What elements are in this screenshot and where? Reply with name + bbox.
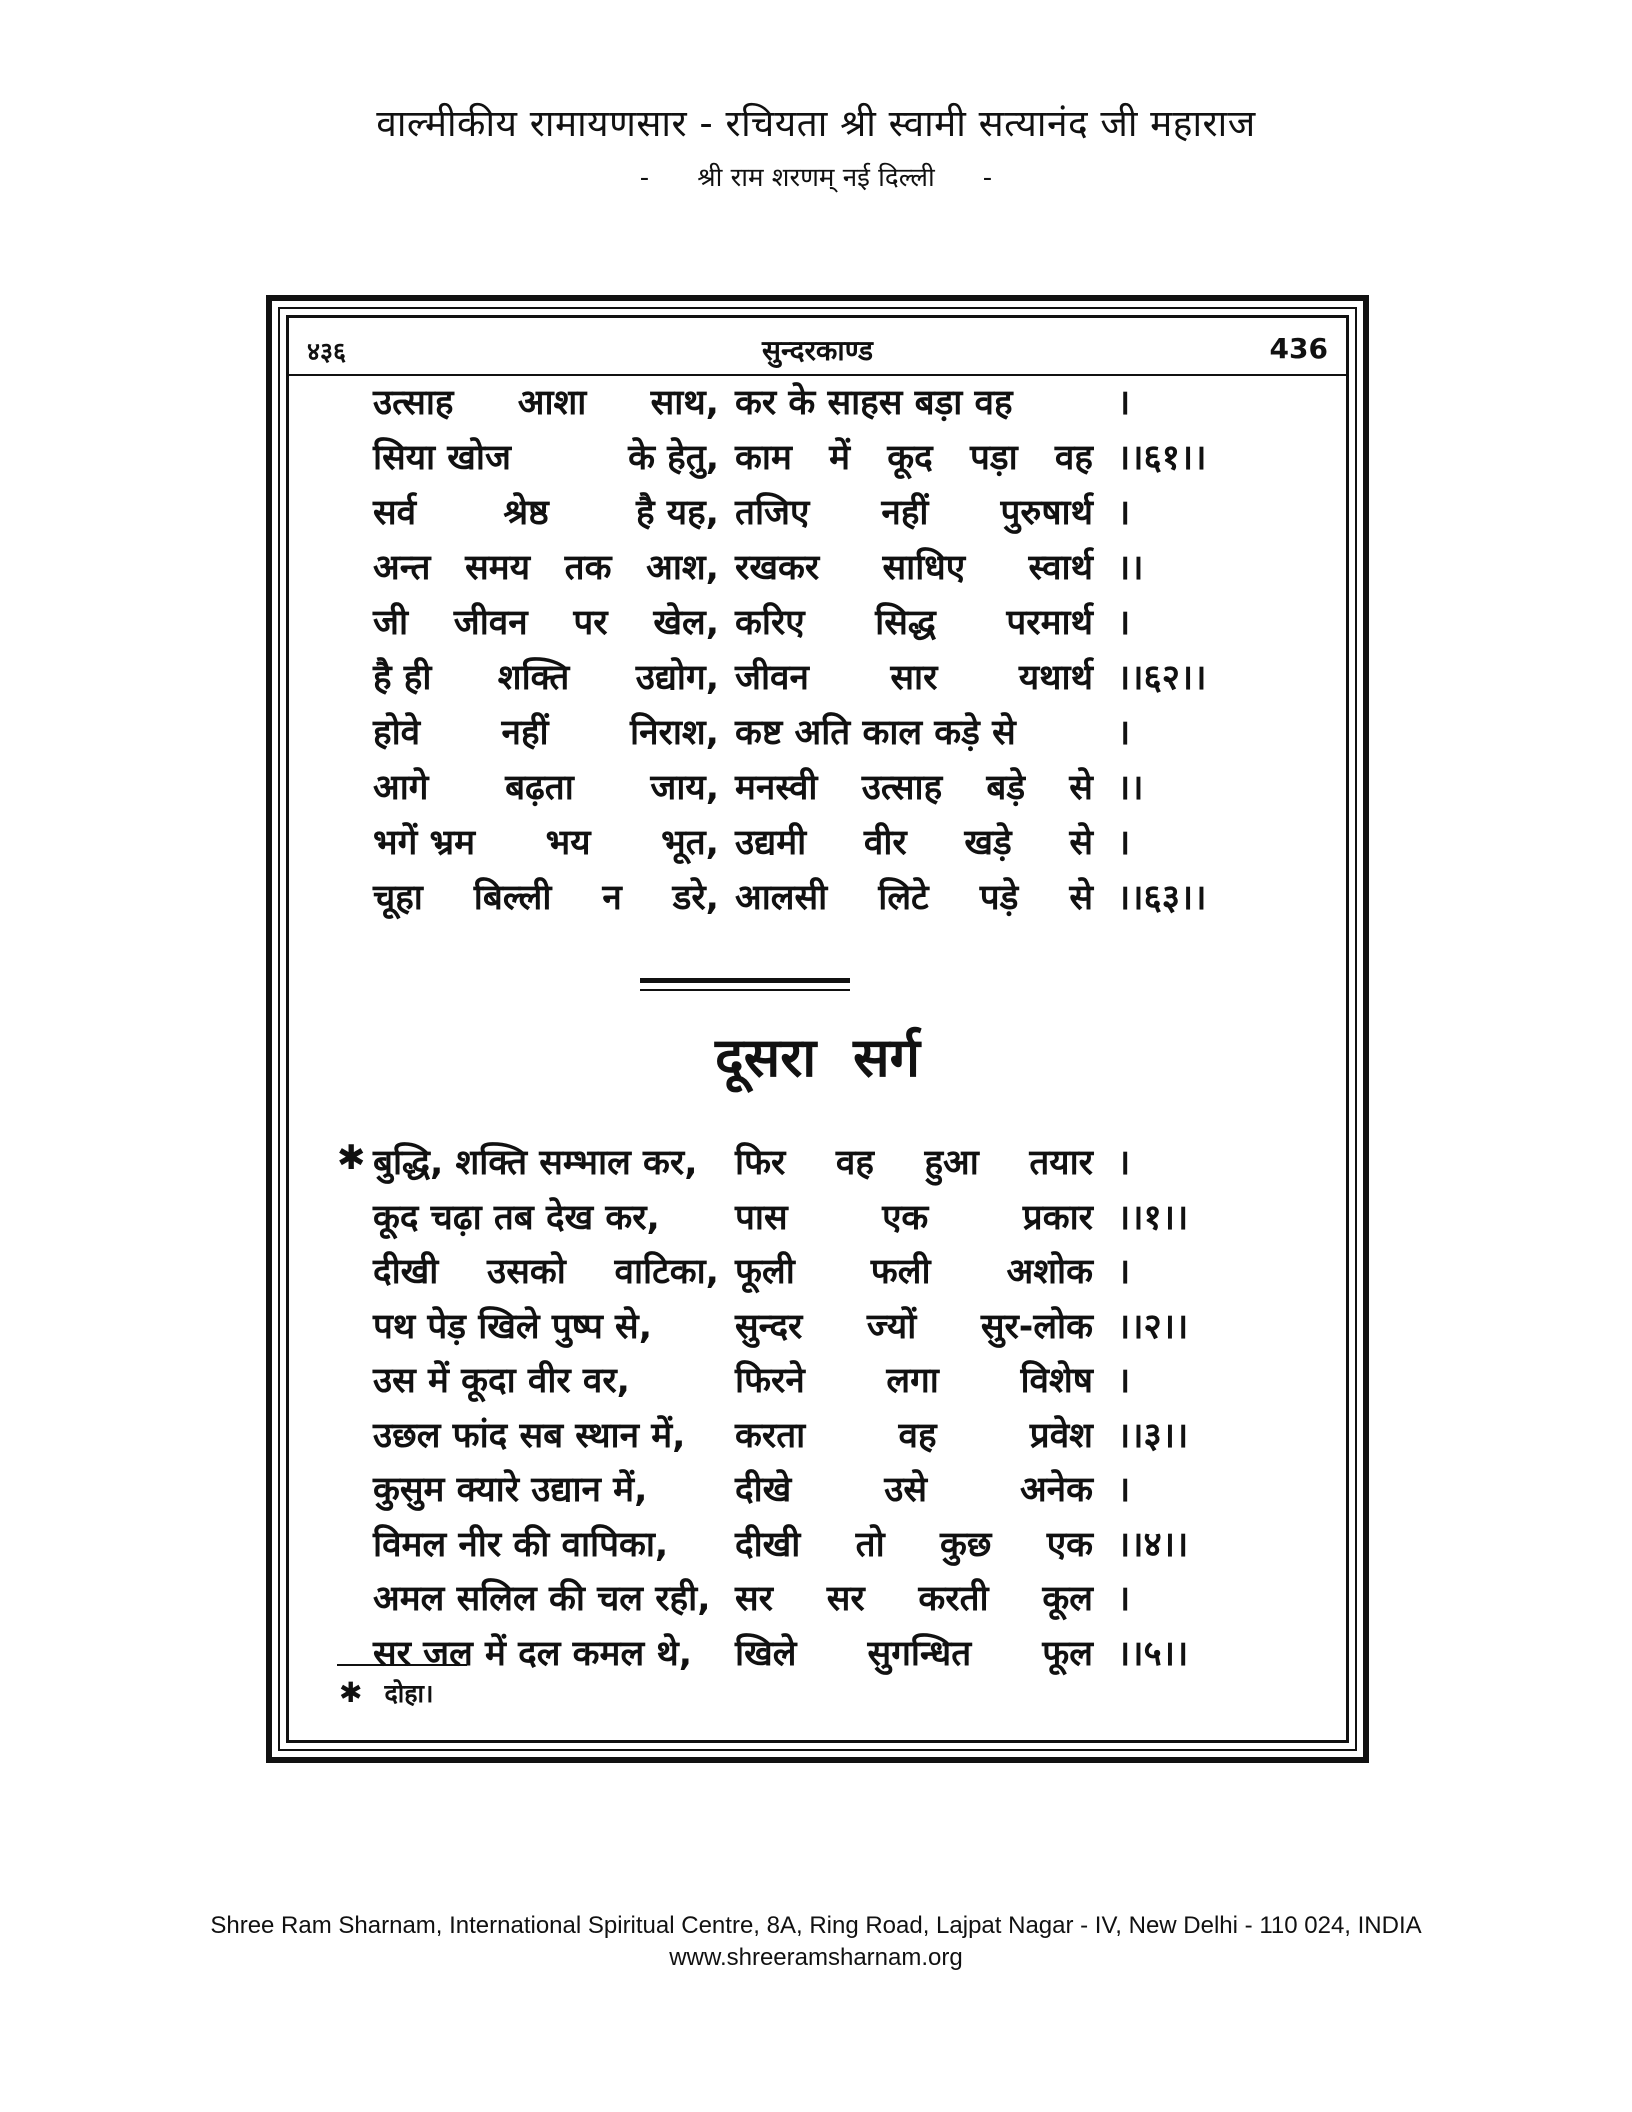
verse-word: जी bbox=[373, 603, 409, 643]
verse-word: वह bbox=[898, 1415, 937, 1456]
verse-word: चूहा bbox=[373, 878, 423, 918]
verse-word: पथ पेड़ खिले पुष्प से, bbox=[373, 1306, 653, 1347]
verse-word: बढ़ता bbox=[505, 768, 574, 808]
verse-second-half bbox=[735, 1138, 1093, 1185]
verse-mark: । bbox=[1117, 1579, 1131, 1619]
page-number: 436 bbox=[1269, 332, 1328, 365]
verse-line bbox=[289, 488, 1346, 544]
page-number-devanagari: ४३६ bbox=[307, 337, 347, 366]
verse-first-half bbox=[373, 488, 719, 535]
verse-second-half bbox=[735, 1629, 1093, 1676]
verse-word: तो bbox=[855, 1524, 885, 1565]
verse-second-half bbox=[735, 873, 1093, 920]
verse-first-half bbox=[373, 1193, 719, 1240]
verse-first-half bbox=[373, 873, 719, 920]
verse-line bbox=[289, 1520, 1346, 1576]
verse-second-half bbox=[735, 433, 1093, 480]
verse-line bbox=[289, 653, 1346, 709]
verse-mark: ।।२।। bbox=[1117, 1306, 1189, 1347]
verse-word: वाटिका, bbox=[614, 1252, 719, 1292]
footnote bbox=[339, 1676, 433, 1710]
verse-word: न bbox=[602, 878, 622, 918]
verse-word: पड़ा bbox=[970, 438, 1018, 478]
verse-word: दीखी bbox=[373, 1252, 439, 1292]
verse-word: शक्ति bbox=[497, 658, 570, 698]
verse-word: साथ, bbox=[650, 383, 719, 423]
verse-word: पास bbox=[735, 1197, 788, 1238]
document-subtitle bbox=[0, 158, 1632, 194]
verse-word: से bbox=[1069, 878, 1093, 918]
verse-word: बुद्धि, शक्ति सम्भाल कर, bbox=[373, 1143, 698, 1183]
verse-word: भय bbox=[545, 823, 591, 863]
verse-first-half bbox=[373, 1574, 719, 1621]
verse-word: दीखी bbox=[735, 1524, 801, 1565]
verse-line bbox=[289, 763, 1346, 819]
footnote-rule bbox=[337, 1664, 467, 1666]
verse-word: एक bbox=[1046, 1524, 1093, 1565]
verse-first-half bbox=[373, 1138, 719, 1185]
verse-first-half bbox=[373, 1302, 719, 1349]
verse-word: बड़े bbox=[986, 768, 1026, 808]
verse-word: सिया खोज bbox=[373, 438, 511, 478]
verse-second-half bbox=[735, 1193, 1093, 1240]
verse-mark: । bbox=[1117, 493, 1131, 533]
verse-mark: ।।५।। bbox=[1117, 1633, 1189, 1674]
verse-word: श्रेष्ठ bbox=[503, 493, 549, 533]
verse-word: पर bbox=[573, 603, 608, 643]
verse-first-half bbox=[373, 1247, 719, 1294]
verse-mark: । bbox=[1117, 383, 1131, 423]
verse-mark: । bbox=[1117, 1252, 1131, 1292]
verse-word: से bbox=[1069, 768, 1093, 808]
verse-word: जाय, bbox=[650, 768, 719, 808]
footer-website[interactable]: www.shreeramsharnam.org bbox=[669, 1944, 963, 1971]
verse-word: अन्त bbox=[373, 548, 431, 588]
verse-word: सार bbox=[890, 658, 938, 698]
verse-word: परमार्थ bbox=[1006, 603, 1093, 643]
verse-word: तयार bbox=[1029, 1143, 1093, 1183]
verse-word: कूल bbox=[1042, 1579, 1093, 1619]
verse-word: सर जल में दल कमल थे, bbox=[373, 1633, 693, 1674]
verse-mark: ।।६३।। bbox=[1117, 878, 1207, 918]
verse-word: काम bbox=[735, 438, 792, 478]
verse-word: यथार्थ bbox=[1018, 658, 1093, 698]
verse-word: करती bbox=[918, 1579, 989, 1619]
section-divider bbox=[640, 978, 850, 991]
verse-word: आशा bbox=[517, 383, 587, 423]
verse-word: तक bbox=[564, 548, 612, 588]
verse-word: दीखे bbox=[735, 1470, 792, 1510]
verse-first-half bbox=[373, 763, 719, 810]
verse-mark: । bbox=[1117, 713, 1131, 753]
verse-word: उछल फांद सब स्थान में, bbox=[373, 1415, 686, 1456]
verse-word: करता bbox=[735, 1415, 806, 1456]
verse-first-half bbox=[373, 433, 719, 480]
verse-second-half bbox=[735, 1302, 1093, 1349]
verse-second-half bbox=[735, 763, 1093, 810]
subtitle-dash-left: - bbox=[639, 163, 650, 193]
verse-word: फूल bbox=[1042, 1633, 1093, 1674]
verse-word: खड़े bbox=[964, 823, 1012, 863]
verse-word: वह bbox=[835, 1143, 874, 1183]
verse-word: एक bbox=[882, 1197, 929, 1238]
verse-line bbox=[289, 1465, 1346, 1521]
verse-word: पुरुषार्थ bbox=[1000, 493, 1093, 533]
verse-first-half bbox=[373, 1520, 719, 1567]
verse-word: ज्यों bbox=[866, 1306, 917, 1347]
verse-word: पड़े bbox=[979, 878, 1019, 918]
verse-word: से bbox=[1069, 823, 1093, 863]
verse-word: कुछ bbox=[940, 1524, 992, 1565]
verse-mark: ।। bbox=[1117, 768, 1144, 808]
verse-second-half bbox=[735, 708, 1093, 755]
verse-mark: । bbox=[1117, 1143, 1131, 1183]
verse-word: अमल सलिल की चल रही, bbox=[373, 1579, 711, 1619]
verse-word: तजिए bbox=[735, 493, 810, 533]
verse-word: उस में कूदा वीर वर, bbox=[373, 1361, 630, 1401]
verse-word: सुन्दर bbox=[735, 1306, 803, 1347]
verse-mark: । bbox=[1117, 603, 1131, 643]
verse-mark: । bbox=[1117, 823, 1131, 863]
verse-mark: ।।३।। bbox=[1117, 1415, 1189, 1456]
footnote-text: दोहा। bbox=[384, 1679, 434, 1708]
running-head bbox=[289, 318, 1346, 376]
verse-word: प्रकार bbox=[1022, 1197, 1093, 1238]
verse-word: फिरने bbox=[735, 1361, 805, 1401]
frame-middle-border bbox=[278, 307, 1357, 1751]
verse-word: स्वार्थ bbox=[1028, 548, 1093, 588]
verse-word: फली bbox=[870, 1252, 931, 1292]
verse-word: सर bbox=[735, 1579, 773, 1619]
verse-first-half bbox=[373, 653, 719, 700]
verse-word: रखकर bbox=[735, 548, 820, 588]
document-title: वाल्मीकीय रामायणसार - रचियता श्री स्वामी सत्यानंद जी महाराज bbox=[376, 102, 1256, 145]
verse-mark: ।।१।। bbox=[1117, 1197, 1189, 1238]
verse-first-half bbox=[373, 1356, 719, 1403]
verse-word: के हेतु, bbox=[628, 438, 719, 478]
verse-line bbox=[289, 873, 1346, 929]
verse-word: बिल्ली bbox=[473, 878, 552, 918]
verse-mark: ।। bbox=[1117, 548, 1144, 588]
verse-word: उद्योग, bbox=[635, 658, 719, 698]
verse-word: खेल, bbox=[653, 603, 719, 643]
verse-word: अनेक bbox=[1019, 1470, 1093, 1510]
verse-line bbox=[289, 1302, 1346, 1358]
verse-line bbox=[289, 543, 1346, 599]
verse-word: मनस्वी bbox=[735, 768, 818, 808]
verse-word: है ही bbox=[373, 658, 432, 698]
verse-word: लिटे bbox=[878, 878, 929, 918]
verse-word: उसे bbox=[884, 1470, 928, 1510]
verse-second-half bbox=[735, 598, 1093, 645]
verse-line bbox=[289, 1574, 1346, 1630]
verse-word: कष्ट अति काल कड़े से bbox=[735, 713, 1016, 753]
verse-mark: । bbox=[1117, 1470, 1131, 1510]
verse-mark: । bbox=[1117, 1361, 1131, 1401]
verse-word: जीवन bbox=[453, 603, 528, 643]
verse-word: अशोक bbox=[1006, 1252, 1093, 1292]
verse-line bbox=[289, 1629, 1346, 1685]
verse-word: उत्साह bbox=[861, 768, 943, 808]
verse-word: उसको bbox=[487, 1252, 566, 1292]
verse-word: सर bbox=[826, 1579, 865, 1619]
verse-word: डरे, bbox=[672, 878, 719, 918]
frame-content bbox=[286, 315, 1349, 1743]
verse-second-half bbox=[735, 1356, 1093, 1403]
verse-line bbox=[289, 1356, 1346, 1412]
verse-word: कर के साहस बड़ा वह bbox=[735, 383, 1013, 423]
verse-word: प्रवेश bbox=[1029, 1415, 1093, 1456]
verse-word: होवे bbox=[373, 713, 421, 753]
verse-word: कूद चढ़ा तब देख कर, bbox=[373, 1197, 660, 1238]
verse-word: सिद्ध bbox=[875, 603, 936, 643]
asterisk-icon: ✱ bbox=[339, 1676, 363, 1709]
verse-word: उद्यमी bbox=[735, 823, 807, 863]
footer-address: Shree Ram Sharnam, International Spiritual Centre, 8A, Ring Road, Lajpat Nagar - IV, New Delhi - 110 024, INDIA bbox=[210, 1912, 1422, 1939]
verse-word: लगा bbox=[886, 1361, 939, 1401]
verse-word: सुगन्धित bbox=[867, 1633, 972, 1674]
verse-word: वीर bbox=[863, 823, 907, 863]
verse-second-half bbox=[735, 1247, 1093, 1294]
verse-second-half bbox=[735, 1574, 1093, 1621]
verse-word: भूत, bbox=[661, 823, 719, 863]
subtitle-text: श्री राम शरणम् नई दिल्ली bbox=[697, 163, 935, 193]
verse-mark: ।।४।। bbox=[1117, 1524, 1189, 1565]
verse-second-half bbox=[735, 488, 1093, 535]
verse-line bbox=[289, 708, 1346, 764]
verse-word: समय bbox=[465, 548, 530, 588]
verse-second-half bbox=[735, 818, 1093, 865]
verse-first-half bbox=[373, 543, 719, 590]
verse-word: करिए bbox=[735, 603, 805, 643]
verse-word: निराश, bbox=[630, 713, 719, 753]
section-name: सुन्दरकाण्ड bbox=[762, 334, 873, 367]
verse-second-half bbox=[735, 378, 1093, 425]
verse-first-half bbox=[373, 818, 719, 865]
verse-word: हुआ bbox=[924, 1143, 979, 1183]
verse-word: कूद bbox=[887, 438, 933, 478]
verse-first-half bbox=[373, 1465, 719, 1512]
verse-word: आगे bbox=[373, 768, 429, 808]
verse-line bbox=[289, 598, 1346, 654]
verse-word: सर्व bbox=[373, 493, 417, 533]
verse-word: फूली bbox=[735, 1252, 795, 1292]
verse-word: उत्साह bbox=[373, 383, 454, 423]
verse-mark: ।।६१।। bbox=[1117, 438, 1207, 478]
verse-first-half bbox=[373, 1411, 719, 1458]
verse-word: है यह, bbox=[636, 493, 719, 533]
verse-word: जीवन bbox=[735, 658, 809, 698]
verse-second-half bbox=[735, 1520, 1093, 1567]
verse-mark: ।।६२।। bbox=[1117, 658, 1207, 698]
verse-word: वह bbox=[1054, 438, 1093, 478]
verse-word: नहीं bbox=[501, 713, 549, 753]
verse-line bbox=[289, 433, 1346, 489]
verse-word: विशेष bbox=[1020, 1361, 1093, 1401]
verse-word: खिले bbox=[735, 1633, 797, 1674]
verse-word: आश, bbox=[646, 548, 719, 588]
verse-second-half bbox=[735, 653, 1093, 700]
verse-first-half bbox=[373, 598, 719, 645]
verse-line bbox=[289, 378, 1346, 434]
verse-first-half bbox=[373, 1629, 719, 1676]
verse-line bbox=[289, 818, 1346, 874]
verse-line bbox=[289, 1247, 1346, 1303]
verse-first-half bbox=[373, 378, 719, 425]
verse-word: नहीं bbox=[881, 493, 929, 533]
verse-line bbox=[289, 1411, 1346, 1467]
verse-line bbox=[289, 1193, 1346, 1249]
verse-word: में bbox=[829, 438, 851, 478]
page-frame bbox=[266, 295, 1369, 1763]
verse-word: विमल नीर की वापिका, bbox=[373, 1524, 669, 1565]
verse-second-half bbox=[735, 543, 1093, 590]
verse-word: कुसुम क्यारे उद्यान में, bbox=[373, 1470, 648, 1510]
verse-line bbox=[289, 1138, 1346, 1194]
verse-word: भगें भ्रम bbox=[373, 823, 476, 863]
verse-first-half bbox=[373, 708, 719, 755]
section-title: दूसरा सर्ग bbox=[715, 1026, 920, 1089]
verse-second-half bbox=[735, 1411, 1093, 1458]
verse-word: सुर-लोक bbox=[980, 1306, 1093, 1347]
verse-word: फिर bbox=[735, 1143, 786, 1183]
asterisk-icon: ✱ bbox=[337, 1138, 366, 1178]
verse-second-half bbox=[735, 1465, 1093, 1512]
verse-word: साधिए bbox=[882, 548, 966, 588]
subtitle-dash-right: - bbox=[982, 163, 993, 193]
verse-word: आलसी bbox=[735, 878, 828, 918]
